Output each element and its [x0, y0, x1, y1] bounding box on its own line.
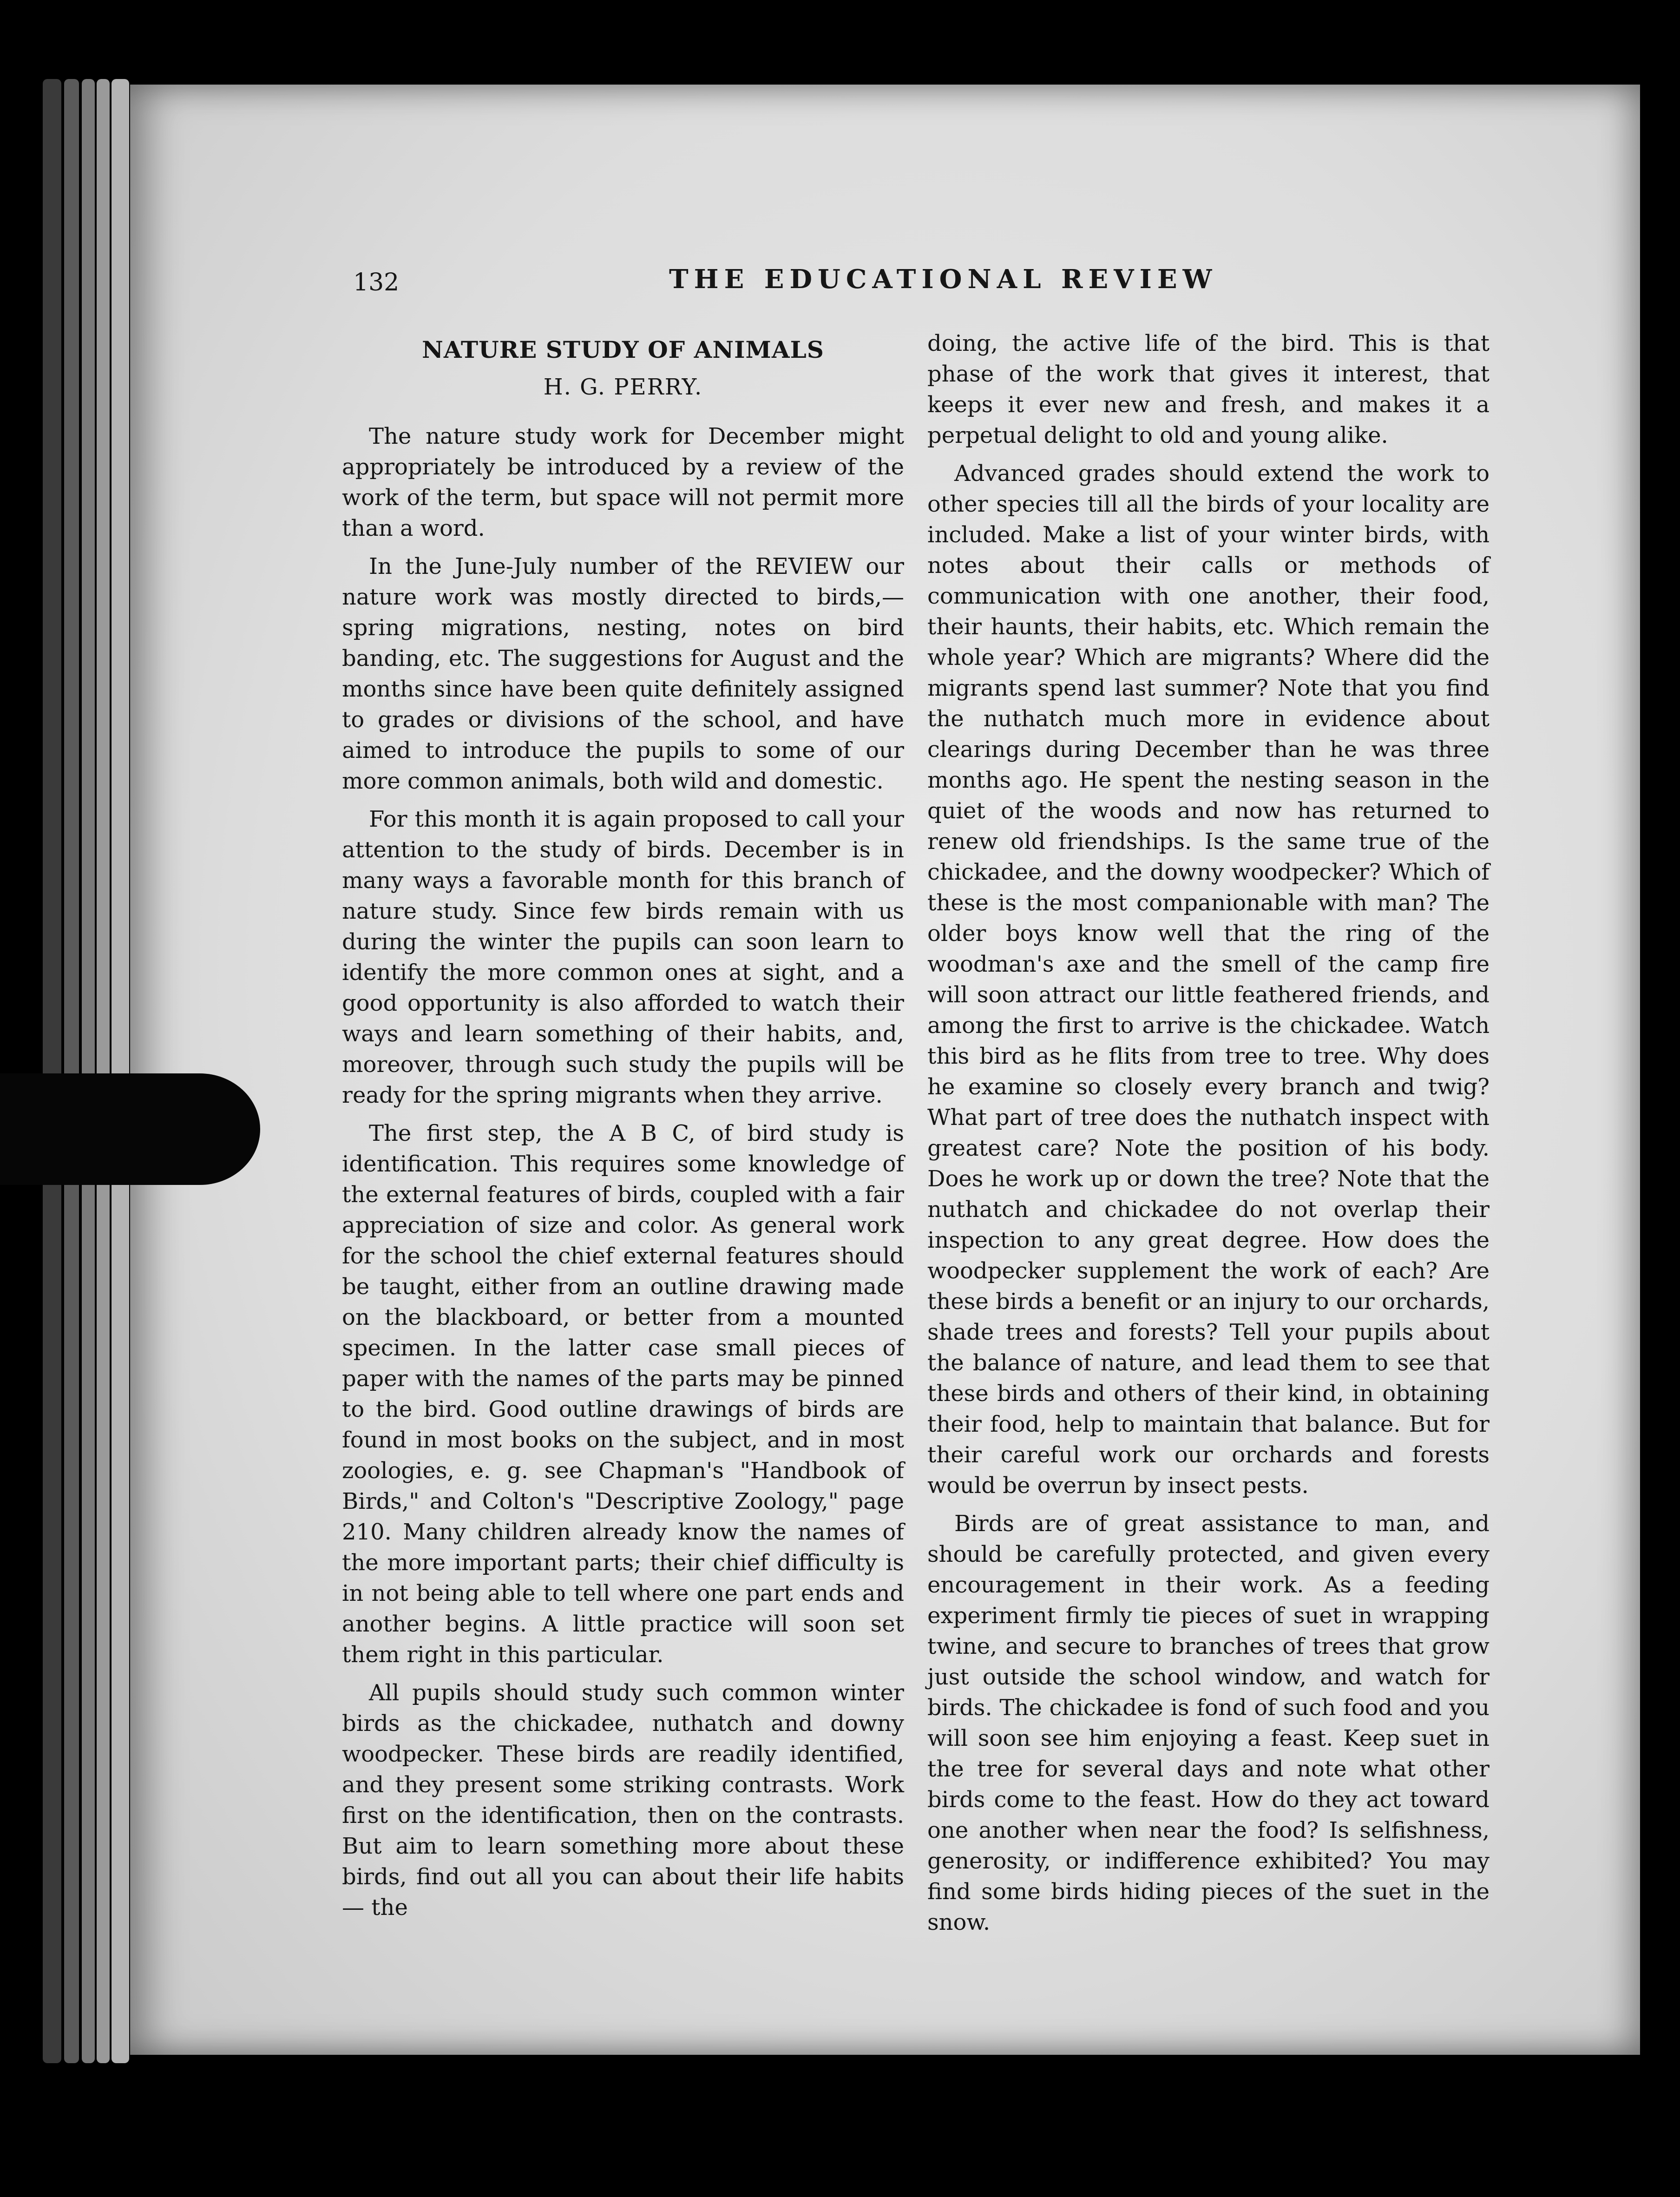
- paragraph: In the June-July number of the REVIEW our nature work was mostly directed to birds,—spring migrations, nesting, notes on bird banding, etc. The suggestions for August and the months since have been quite definitely assigned to grades or divisions of the school, and have aimed to introduce the pupils to some of our more common animals, both wild and domestic.: [342, 553, 904, 794]
- paragraph: All pupils should study such common winter birds as the chickadee, nuthatch and downy woodpecker. These birds are readily identified, and they present some striking contrasts. Work first on the identification, then on the contrasts. But aim to learn something more about these birds, find out all you can about their life habits — the: [342, 1680, 904, 1921]
- book-page-edge: [112, 79, 129, 2063]
- paragraph: doing, the active life of the bird. This is that phase of the work that gives it interest, that keeps it ever new and fresh, and makes it a perpetual delight to old and young alike.: [927, 330, 1490, 448]
- left-column: [342, 335, 904, 1930]
- paragraph: The first step, the A B C, of bird study is identification. This requires some knowledge of the external features of birds, coupled with a fair appreciation of size and color. As general work for the school the chief external features should be taught, either from an outline drawing made on the blackboard, or better from a mounted specimen. In the latter case small pieces of paper with the names of the parts may be pinned to the bird. Good outline drawings of birds are found in most books on the subject, and in most zoologies, e. g. see Chapman's "Handbook of Birds," and Colton's "Descriptive Zoology," page 210. Many children already know the names of the more important parts; their chief difficulty is in not being able to tell where one part ends and another begins. A little practice will soon set them right in this particular.: [342, 1120, 904, 1668]
- article-title: NATURE STUDY OF ANIMALS: [422, 336, 824, 363]
- book-page-edge: [97, 79, 110, 2063]
- article-author: H. G. PERRY.: [543, 374, 703, 400]
- right-column: [927, 328, 1490, 1945]
- thumb-over-page: [0, 1073, 260, 1185]
- book-page-edge: [82, 79, 95, 2063]
- journal-title: THE EDUCATIONAL REVIEW: [669, 264, 1218, 295]
- book-page-edge: [64, 79, 79, 2063]
- paragraph: For this month it is again proposed to call your attention to the study of birds. December is in many ways a favorable month for this branch of nature study. Since few birds remain with us during the winter the pupils can soon learn to identify the more common ones at sight, and a good opportunity is also afforded to watch their ways and learn something of their habits, and, moreover, through such study the pupils will be ready for the spring migrants when they arrive.: [342, 806, 904, 1108]
- paragraph: Birds are of great assistance to man, and should be carefully protected, and given every encouragement in their work. As a feeding experiment firmly tie pieces of suet in wrapping twine, and secure to branches of trees that grow just outside the school window, and watch for birds. The chickadee is fond of such food and you will soon see him enjoying a feast. Keep suet in the tree for several days and note what other birds come to the feast. How do they act toward one another when near the food? Is selfishness, generosity, or indifference exhibited? You may find some birds hiding pieces of the suet in the snow.: [927, 1511, 1490, 1935]
- book-page-edge: [43, 79, 61, 2063]
- paragraph: Advanced grades should extend the work to other species till all the birds of your locality are included. Make a list of your winter birds, with notes about their calls or methods of communication with one another, their food, their haunts, their habits, etc. Which remain the whole year? Which are migrants? Where did the migrants spend last summer? Note that you find the nuthatch much more in evidence about clearings during December than he was three months ago. He spent the nesting season in the quiet of the woods and now has returned to renew old friendships. Is the same true of the chickadee, and the downy woodpecker? Which of these is the most companionable with man? The older boys know well that the ring of the woodman's axe and the smell of the camp fire will soon attract our little feathered friends, and among the first to arrive is the chickadee. Watch this bird as he flits from tree to tree. Why does he examine so closely every branch and twig? What part of tree does the nuthatch inspect with greatest care? Note the position of his body. Does he work up or down the tree? Note that the nuthatch and chickadee do not overlap their inspection to any great degree. How does the woodpecker supplement the work of each? Are these birds a benefit or an injury to our orchards, shade trees and forests? Tell your pupils about the balance of nature, and lead them to see that these birds and others of their kind, in obtaining their food, help to maintain that balance. But for their careful work our orchards and forests would be overrun by insect pests.: [927, 460, 1490, 1499]
- paragraph: The nature study work for December might appropriately be introduced by a review of the work of the term, but space will not permit more than a word.: [342, 423, 904, 541]
- page-number: 132: [353, 269, 400, 296]
